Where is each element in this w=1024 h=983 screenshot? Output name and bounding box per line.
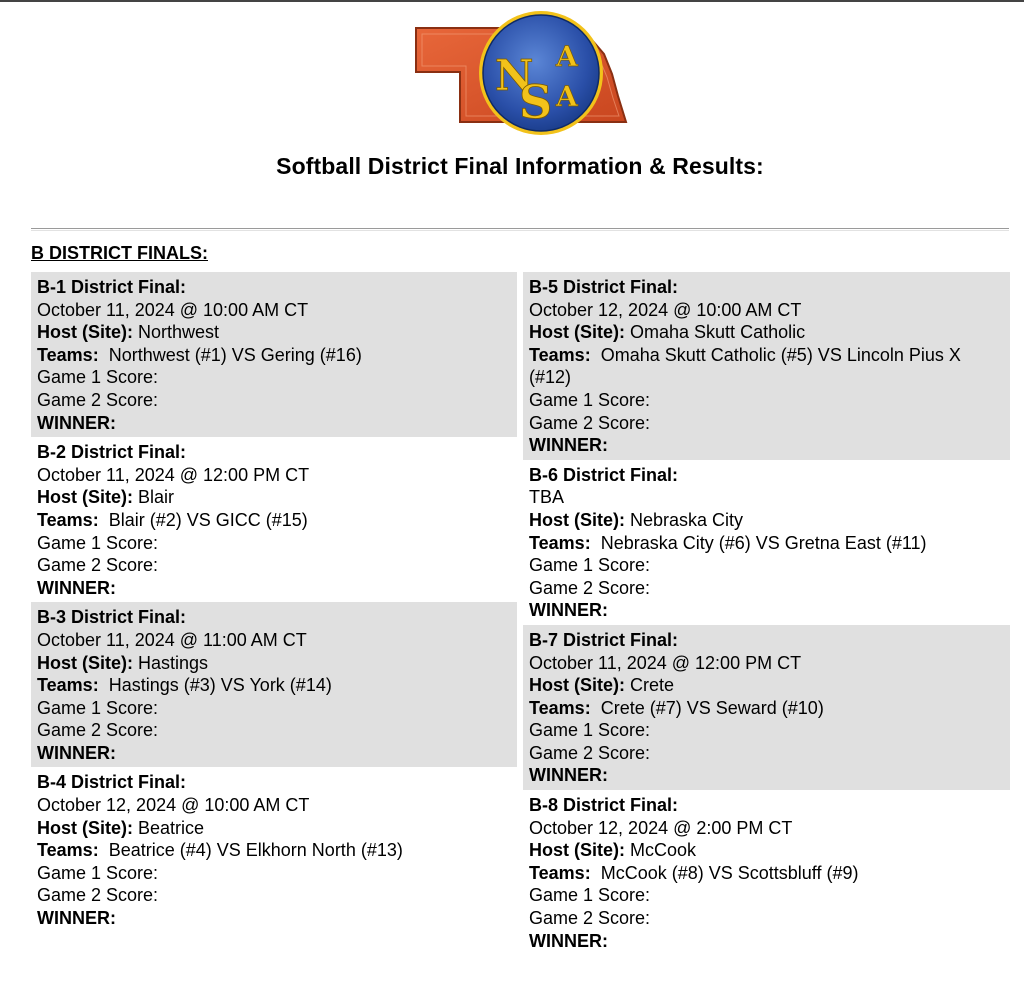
final-title: B-6 District Final: <box>529 464 679 485</box>
host-label: Host (Site): <box>37 487 133 508</box>
district-final-card-b3 <box>31 602 517 767</box>
host-label: Host (Site): <box>529 509 625 530</box>
winner-label: WINNER: <box>529 930 608 951</box>
final-title: B-7 District Final: <box>529 629 679 650</box>
game2-score: Game 2 Score: <box>37 720 159 741</box>
winner-label: WINNER: <box>529 600 608 621</box>
district-final-card-b4 <box>31 767 517 932</box>
final-host: Crete <box>630 675 675 696</box>
final-host: Hastings <box>138 652 209 673</box>
host-label: Host (Site): <box>37 817 133 838</box>
game2-score: Game 2 Score: <box>37 885 159 906</box>
final-host: Omaha Skutt Catholic <box>630 322 806 343</box>
final-teams: Northwest (#1) VS Gering (#16) <box>108 344 362 365</box>
final-teams: Beatrice (#4) VS Elkhorn North (#13) <box>108 840 403 861</box>
logo-letter-s: S <box>519 75 553 129</box>
teams-label: Teams: <box>37 675 99 696</box>
final-date: October 12, 2024 @ 10:00 AM CT <box>37 795 310 816</box>
final-host: Nebraska City <box>630 509 744 530</box>
logo-letter-a2: A <box>556 80 578 113</box>
left-column <box>31 272 517 933</box>
game1-score: Game 1 Score: <box>529 389 651 410</box>
game2-score: Game 2 Score: <box>529 908 651 929</box>
final-teams: Omaha Skutt Catholic (#5) VS Lincoln Pius X (#12) <box>529 344 961 388</box>
right-column <box>523 272 1010 955</box>
final-date: October 11, 2024 @ 11:00 AM CT <box>37 629 307 650</box>
final-title: B-4 District Final: <box>37 772 187 793</box>
game1-score: Game 1 Score: <box>529 885 651 906</box>
winner-label: WINNER: <box>529 435 608 456</box>
game2-score: Game 2 Score: <box>529 577 651 598</box>
horizontal-divider <box>31 228 1009 231</box>
nsaa-logo-graphic <box>408 10 632 140</box>
final-date: TBA <box>529 487 565 508</box>
district-final-card-b7 <box>523 625 1010 790</box>
game1-score: Game 1 Score: <box>37 697 159 718</box>
final-date: October 11, 2024 @ 10:00 AM CT <box>37 299 309 320</box>
teams-label: Teams: <box>37 840 99 861</box>
winner-label: WINNER: <box>529 765 608 786</box>
final-title: B-2 District Final: <box>37 442 187 463</box>
game2-score: Game 2 Score: <box>529 412 651 433</box>
page-title: Softball District Final Information & Results: <box>276 153 764 179</box>
final-teams: Blair (#2) VS GICC (#15) <box>108 509 308 530</box>
winner-label: WINNER: <box>37 412 116 433</box>
teams-label: Teams: <box>37 344 99 365</box>
district-final-card-b1 <box>31 272 517 437</box>
district-final-card-b5 <box>523 272 1010 460</box>
final-host: Northwest <box>138 322 220 343</box>
final-date: October 12, 2024 @ 10:00 AM CT <box>529 299 802 320</box>
game1-score: Game 1 Score: <box>37 532 159 553</box>
final-host: Beatrice <box>138 817 205 838</box>
district-final-card-b6 <box>523 460 1010 625</box>
final-title: B-5 District Final: <box>529 277 679 297</box>
final-title: B-3 District Final: <box>37 607 187 628</box>
host-label: Host (Site): <box>37 322 133 343</box>
final-host: Blair <box>138 487 175 508</box>
teams-label: Teams: <box>529 344 591 365</box>
logo-letter-a1: A <box>556 40 578 73</box>
final-title: B-1 District Final: <box>37 277 187 297</box>
host-label: Host (Site): <box>529 675 625 696</box>
winner-label: WINNER: <box>37 742 116 763</box>
game1-score: Game 1 Score: <box>37 862 159 883</box>
section-title: B DISTRICT FINALS: <box>31 243 208 263</box>
final-teams: Crete (#7) VS Seward (#10) <box>600 697 824 718</box>
final-teams: McCook (#8) VS Scottsbluff (#9) <box>600 862 859 883</box>
nsaa-logo <box>408 10 632 140</box>
teams-label: Teams: <box>37 509 99 530</box>
final-teams: Nebraska City (#6) VS Gretna East (#11) <box>600 532 927 553</box>
host-label: Host (Site): <box>529 322 625 343</box>
game1-score: Game 1 Score: <box>529 720 651 741</box>
top-border <box>0 0 1024 2</box>
game1-score: Game 1 Score: <box>37 367 159 388</box>
teams-label: Teams: <box>529 862 591 883</box>
host-label: Host (Site): <box>529 840 625 861</box>
district-final-card-b2 <box>31 437 517 602</box>
winner-label: WINNER: <box>37 577 116 598</box>
final-date: October 11, 2024 @ 12:00 PM CT <box>37 464 310 485</box>
final-date: October 11, 2024 @ 12:00 PM CT <box>529 652 802 673</box>
game1-score: Game 1 Score: <box>529 555 651 576</box>
final-teams: Hastings (#3) VS York (#14) <box>108 675 332 696</box>
final-title: B-8 District Final: <box>529 795 679 816</box>
logo-letter-n: N <box>495 51 534 100</box>
final-date: October 12, 2024 @ 2:00 PM CT <box>529 817 793 838</box>
host-label: Host (Site): <box>37 652 133 673</box>
game2-score: Game 2 Score: <box>529 742 651 763</box>
district-final-card-b8 <box>523 790 1010 955</box>
game2-score: Game 2 Score: <box>37 555 159 576</box>
final-host: McCook <box>630 840 697 861</box>
teams-label: Teams: <box>529 532 591 553</box>
teams-label: Teams: <box>529 697 591 718</box>
winner-label: WINNER: <box>37 908 116 929</box>
game2-score: Game 2 Score: <box>37 389 159 410</box>
